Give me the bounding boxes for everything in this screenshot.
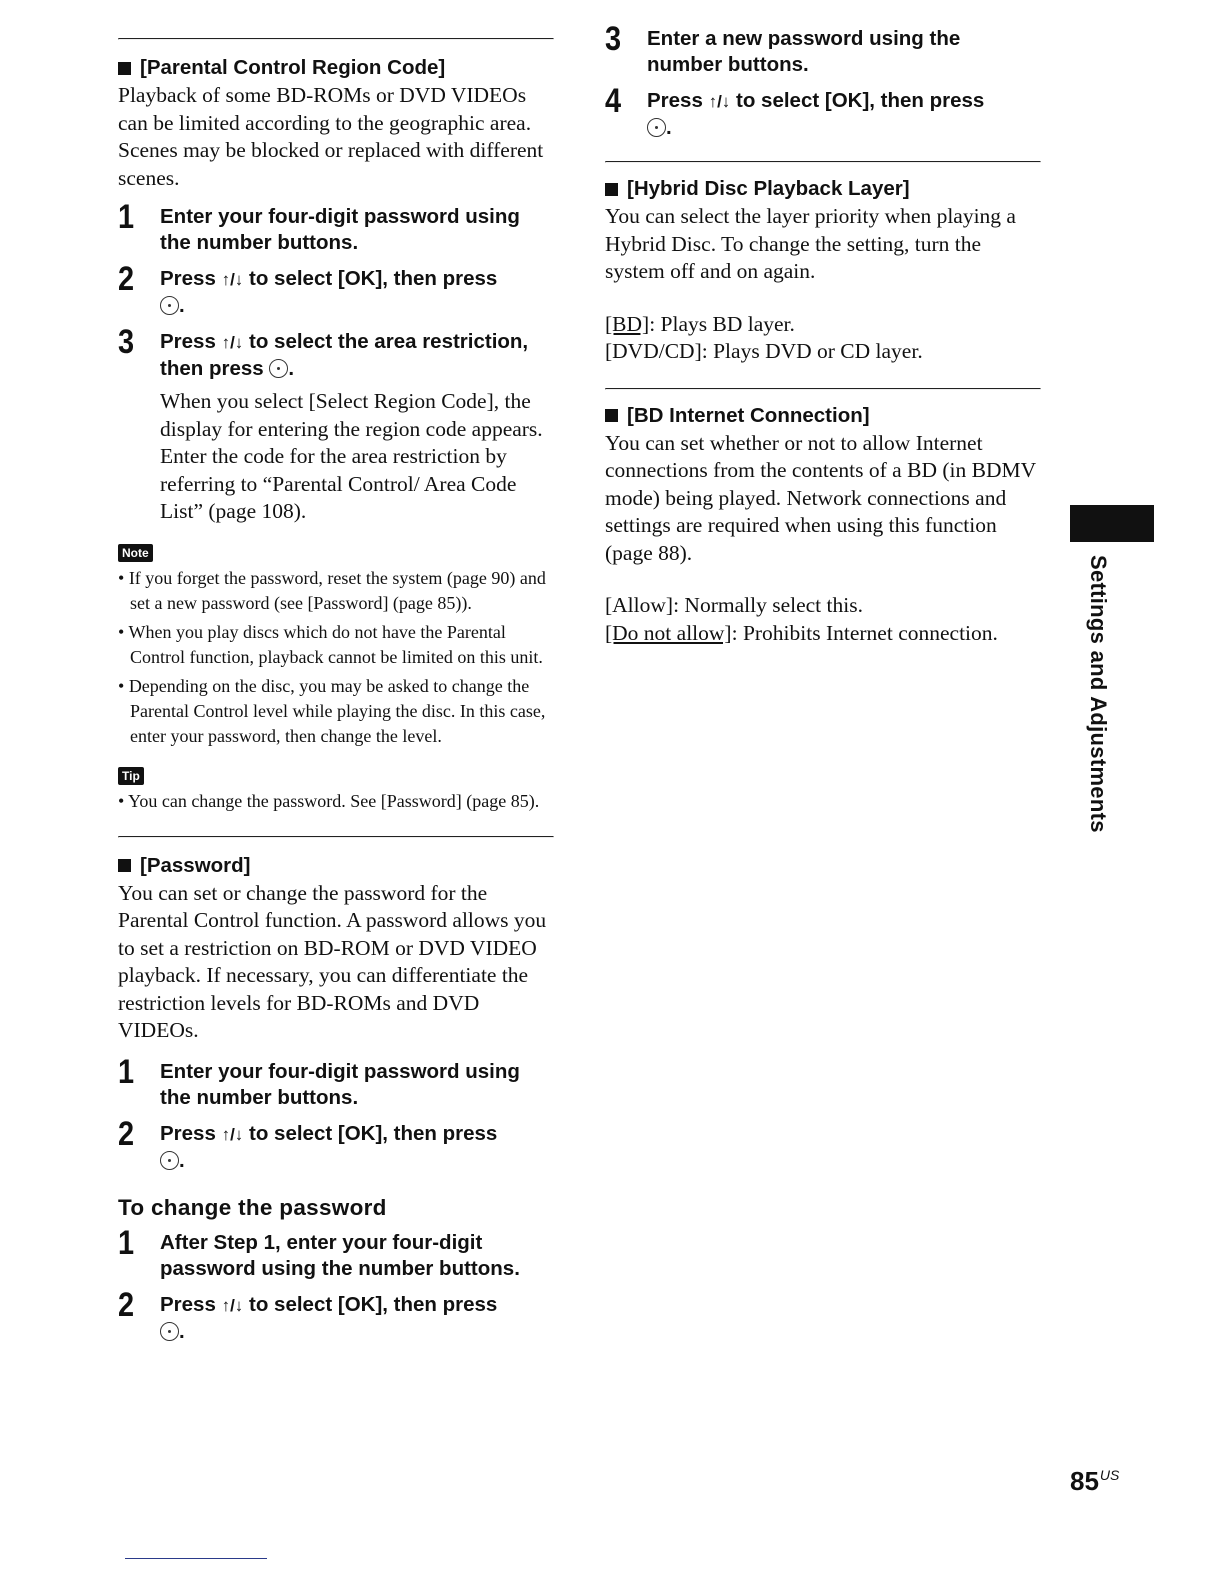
internet-option-allow: [Allow]: Normally select this.	[605, 593, 863, 617]
region-code-intro: Playback of some BD-ROMs or DVD VIDEOs can be limited according to the geographic area. Scenes may be blocked or replaced with different scenes.	[118, 83, 544, 190]
step-text: Press ↑/↓ to select [OK], then press .	[160, 267, 498, 317]
password-heading: [Password]	[118, 854, 554, 878]
step-number: 3	[118, 323, 135, 361]
step-text: Press ↑/↓ to select the area restriction, then press .	[160, 330, 529, 380]
internet-connection-heading: [BD Internet Connection]	[605, 404, 1041, 428]
step-number: 2	[118, 1114, 135, 1153]
footer-rule	[125, 1558, 267, 1559]
step-number: 3	[605, 20, 622, 58]
hybrid-option-dvdcd: [DVD/CD]: Plays DVD or CD layer.	[605, 339, 923, 363]
step-number: 1	[118, 198, 135, 236]
step-number: 2	[118, 260, 135, 298]
left-column	[118, 38, 554, 1345]
enter-button-icon	[647, 118, 666, 137]
step-text: Enter your four-digit password using the number buttons.	[160, 205, 520, 254]
bullet-square-icon	[118, 62, 131, 75]
region-step-3	[118, 325, 554, 382]
change-step-1	[118, 1223, 554, 1282]
note-item: • When you play discs which do not have the Parental Control function, playback cannot be limited on this unit.	[118, 621, 543, 667]
region-step-1	[118, 200, 554, 256]
password-step-2	[118, 1114, 554, 1174]
note-item: • If you forget the password, reset the system (page 90) and set a new password (see [Password] (page 85)).	[118, 567, 546, 613]
chapter-tab-marker	[1070, 505, 1154, 542]
change-step-4	[605, 84, 1041, 141]
step-text: Enter your four-digit password using the number buttons.	[160, 1059, 520, 1109]
enter-button-icon	[160, 1151, 179, 1170]
region-step-2	[118, 262, 554, 319]
hybrid-disc-heading: [Hybrid Disc Playback Layer]	[605, 177, 1041, 201]
enter-button-icon	[160, 1322, 179, 1341]
change-step-3	[605, 22, 1041, 78]
step-number: 1	[118, 1052, 135, 1091]
note-label: Note	[118, 544, 153, 562]
enter-button-icon	[269, 359, 288, 378]
up-down-arrows-icon: ↑/↓	[221, 1124, 244, 1144]
region-step-3-detail: When you select [Select Region Code], the display for entering the region code appears. Enter the code for the area restriction by referring to “Parental Control/ Area Code List” (page 108).	[160, 389, 543, 523]
up-down-arrows-icon: ↑/↓	[221, 333, 244, 352]
change-password-heading: To change the password	[118, 1194, 387, 1220]
step-text: Press ↑/↓ to select [OK], then press .	[160, 1121, 498, 1172]
region-code-heading: [Parental Control Region Code]	[118, 56, 554, 80]
note-item: • Depending on the disc, you may be asked to change the Parental Control level while playing the disc. In this case, enter your password, then change the level.	[118, 675, 546, 746]
notes-list	[118, 566, 554, 749]
step-number: 1	[118, 1223, 135, 1262]
step-number: 2	[118, 1285, 135, 1324]
up-down-arrows-icon: ↑/↓	[221, 1295, 244, 1315]
up-down-arrows-icon: ↑/↓	[708, 92, 731, 111]
hybrid-option-bd: [BD]: Plays BD layer.	[605, 311, 795, 336]
tip-list	[118, 789, 554, 814]
bullet-square-icon	[605, 183, 618, 196]
enter-button-icon	[160, 296, 179, 315]
step-text: Enter a new password using the number buttons.	[647, 27, 961, 76]
bullet-square-icon	[605, 409, 618, 422]
bullet-square-icon	[118, 859, 131, 872]
step-number: 4	[605, 82, 622, 120]
internet-option-do-not-allow: [Do not allow]: Prohibits Internet connection.	[605, 620, 998, 645]
right-column	[605, 22, 1041, 647]
page-number: $85^{US}$	[1070, 1466, 1120, 1496]
step-text: Press ↑/↓ to select [OK], then press .	[160, 1292, 498, 1343]
internet-connection-intro: You can set whether or not to allow Internet connections from the contents of a BD (in BDMV mode) being played. Network connections and settings are required when using this function (page 88).	[605, 430, 1036, 565]
chapter-side-label: Settings and Adjustments	[1086, 555, 1111, 833]
step-text: After Step 1, enter your four-digit password using the number buttons.	[160, 1230, 520, 1280]
tip-item: • You can change the password. See [Password] (page 85).	[118, 790, 540, 811]
step-text: Press ↑/↓ to select [OK], then press .	[647, 89, 985, 139]
up-down-arrows-icon: ↑/↓	[221, 270, 244, 289]
change-step-2	[118, 1285, 554, 1345]
password-intro: You can set or change the password for the Parental Control function. A password allows you to set a restriction on BD-ROM or DVD VIDEO playback. If necessary, you can differentiate the restriction levels for BD-ROMs and DVD VIDEOs.	[118, 880, 547, 1042]
password-step-1	[118, 1052, 554, 1111]
tip-label: Tip	[118, 767, 144, 785]
hybrid-disc-intro: You can select the layer priority when playing a Hybrid Disc. To change the setting, turn the system off and on again.	[605, 204, 1016, 283]
